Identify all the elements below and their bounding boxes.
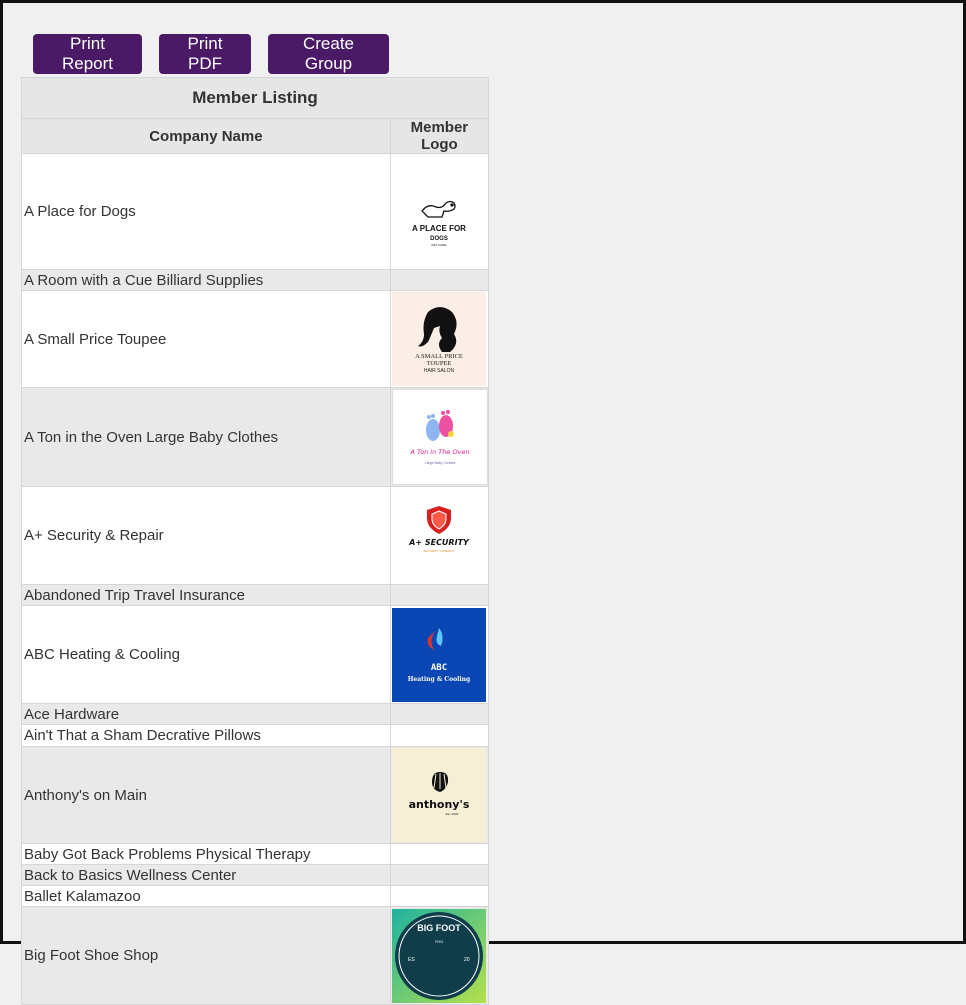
member-logo-cell (390, 388, 488, 487)
company-name-cell: Ballet Kalamazoo (22, 886, 391, 907)
anthonys-on-main-logo (392, 748, 486, 842)
abc-heating-cooling-logo (392, 608, 486, 702)
table-row (22, 725, 489, 747)
svg-text:Heating & Cooling: Heating & Cooling (408, 675, 471, 683)
svg-text:HAIR SALON: HAIR SALON (424, 368, 455, 374)
column-header-company-name[interactable]: Company Name (22, 119, 391, 154)
table-row (22, 704, 489, 725)
svg-text:A SMALL PRICE: A SMALL PRICE (415, 353, 464, 360)
svg-text:ABC: ABC (431, 662, 448, 673)
svg-text:A+ SECURITY: A+ SECURITY (409, 537, 470, 547)
svg-text:anthony's: anthony's (408, 798, 470, 811)
big-foot-shoe-shop-logo (392, 909, 486, 1003)
svg-text:20: 20 (464, 956, 470, 963)
member-logo-cell (390, 907, 488, 1005)
member-logo-cell (390, 606, 488, 704)
print-report-button[interactable]: Print Report (33, 34, 142, 74)
svg-text:TOUPEE: TOUPEE (426, 360, 452, 367)
member-logo-cell (390, 487, 488, 585)
member-logo-cell (390, 154, 488, 270)
member-logo-cell (390, 704, 488, 725)
svg-text:BIG FOOT: BIG FOOT (417, 922, 462, 933)
table-row (22, 886, 489, 907)
company-name-cell: Ain't That a Sham Decrative Pillows (22, 725, 391, 747)
a-small-price-toupee-logo (392, 292, 486, 386)
member-logo-cell (390, 725, 488, 747)
table-row (22, 585, 489, 606)
company-name-cell: A Place for Dogs (22, 154, 391, 270)
member-logo-cell (390, 270, 488, 291)
member-logo-cell (390, 844, 488, 865)
member-logo-cell (390, 747, 488, 844)
company-name-cell: A Room with a Cue Billiard Supplies (22, 270, 391, 291)
create-group-button[interactable]: Create Group (268, 34, 389, 74)
svg-text:DOGS: DOGS (430, 235, 449, 242)
toolbar (33, 34, 389, 74)
svg-text:Est. 2020: Est. 2020 (446, 812, 459, 816)
table-caption: Member Listing (22, 78, 489, 119)
company-name-cell: Ace Hardware (22, 704, 391, 725)
member-listing-table (21, 77, 489, 1005)
a-plus-security-logo (392, 489, 486, 583)
a-place-for-dogs-logo (392, 165, 486, 259)
company-name-cell: Anthony's on Main (22, 747, 391, 844)
company-name-cell: A Small Price Toupee (22, 291, 391, 388)
company-name-cell: ABC Heating & Cooling (22, 606, 391, 704)
svg-text:ES: ES (408, 956, 416, 963)
member-logo-cell (390, 886, 488, 907)
table-row (22, 747, 489, 844)
member-logo-cell (390, 291, 488, 388)
table-row (22, 606, 489, 704)
member-logo-cell (390, 585, 488, 606)
company-name-cell: Abandoned Trip Travel Insurance (22, 585, 391, 606)
table-row (22, 844, 489, 865)
company-name-cell: Big Foot Shoe Shop (22, 907, 391, 1005)
table-row (22, 487, 489, 585)
table-row (22, 270, 489, 291)
svg-text:A PLACE FOR: A PLACE FOR (412, 223, 467, 233)
svg-text:PET CARE: PET CARE (431, 242, 447, 247)
company-name-cell: Back to Basics Wellness Center (22, 865, 391, 886)
table-row (22, 907, 489, 1005)
svg-text:SECURITY COMPANY: SECURITY COMPANY (423, 548, 455, 553)
company-name-cell: Baby Got Back Problems Physical Therapy (22, 844, 391, 865)
print-pdf-button[interactable]: Print PDF (159, 34, 251, 74)
svg-text:Large Baby Clothes: Large Baby Clothes (424, 461, 456, 465)
table-row (22, 154, 489, 270)
company-name-cell: A Ton in the Oven Large Baby Clothes (22, 388, 391, 487)
table-row (22, 865, 489, 886)
company-name-cell: A+ Security & Repair (22, 487, 391, 585)
table-row (22, 388, 489, 487)
column-header-member-logo[interactable]: Member Logo (390, 119, 488, 154)
a-ton-in-the-oven-logo (392, 389, 488, 485)
table-row (22, 291, 489, 388)
svg-text:THO: THO (435, 938, 444, 944)
svg-text:A Ton in The Oven: A Ton in The Oven (410, 448, 470, 456)
member-logo-cell (390, 865, 488, 886)
